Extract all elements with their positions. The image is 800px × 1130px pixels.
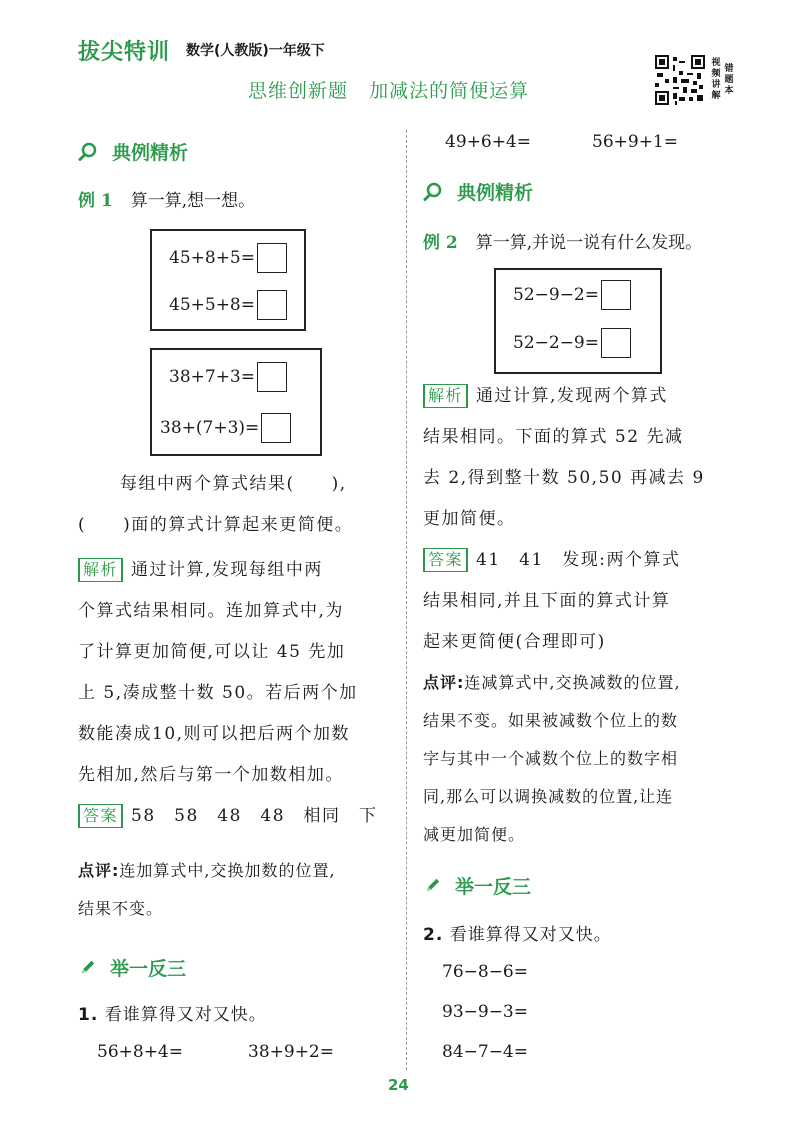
question-line: ( )面的算式计算起来更简便。 <box>78 515 354 535</box>
question-1 <box>78 1000 267 1025</box>
answer-text: 结果相同,并且下面的算式计算 <box>423 591 671 611</box>
answer-box[interactable] <box>257 243 287 273</box>
equation-text: 38+(7+3)= <box>160 418 260 438</box>
equation-row <box>169 362 287 392</box>
exercise-equation[interactable]: 56+9+1= <box>592 132 678 152</box>
comment-label: 点评: <box>78 861 120 880</box>
question-text: 看谁算得又对又快。 <box>104 1005 267 1025</box>
section-title-practice <box>78 954 186 981</box>
example-text: 算一算,想一想。 <box>130 191 256 211</box>
section-title-examples <box>423 178 533 205</box>
question-2 <box>423 920 612 945</box>
exercise-equation[interactable]: 93−9−3= <box>442 1002 528 1022</box>
qr-code-icon[interactable] <box>655 55 705 105</box>
example-1 <box>78 186 255 211</box>
exercise-equation[interactable]: 38+9+2= <box>248 1042 334 1062</box>
section-title-practice <box>423 872 531 899</box>
example-label: 例 2 <box>423 233 458 253</box>
exercise-equation[interactable]: 49+6+4= <box>445 132 531 152</box>
question-number: 1. <box>78 1005 99 1025</box>
answer-box[interactable] <box>257 362 287 392</box>
answer-tag: 答案 <box>78 804 123 828</box>
example-text: 算一算,并说一说有什么发现。 <box>475 233 703 253</box>
equation-box-2 <box>150 348 322 456</box>
comment-paragraph <box>423 664 753 854</box>
equation-text: 38+7+3= <box>169 367 255 387</box>
column-divider <box>406 130 407 1070</box>
answer-text: 起来更简便(合理即可) <box>423 632 606 652</box>
answer-box[interactable] <box>261 413 291 443</box>
pencil-icon <box>423 877 441 895</box>
answer-box[interactable] <box>601 280 631 310</box>
magnifier-icon <box>423 182 443 202</box>
comment-line: 连减算式中,交换减数的位置, <box>464 673 681 692</box>
pencil-icon <box>78 959 96 977</box>
section-title-text: 举一反三 <box>455 876 532 898</box>
analysis-line: 个算式结果相同。连加算式中,为 <box>78 601 344 621</box>
analysis-line: 通过计算,发现两个算式 <box>476 386 668 406</box>
comment-line: 结果不变。如果被减数个位上的数 <box>423 711 679 730</box>
example-2 <box>423 228 702 253</box>
equation-text: 45+8+5= <box>169 248 255 268</box>
section-title-text: 举一反三 <box>110 958 187 980</box>
brand-logo: 拔尖特训 <box>78 40 171 65</box>
answer-box[interactable] <box>601 328 631 358</box>
analysis-line: 更加简便。 <box>423 509 516 529</box>
equation-row <box>169 243 287 273</box>
question-paragraph <box>78 464 400 546</box>
analysis-tag: 解析 <box>78 558 123 582</box>
comment-line: 减更加简便。 <box>423 825 526 844</box>
equation-row <box>513 328 631 358</box>
analysis-line: 先相加,然后与第一个加数相加。 <box>78 765 344 785</box>
exercise-equation[interactable]: 84−7−4= <box>442 1042 528 1062</box>
analysis-paragraph <box>423 376 753 663</box>
equation-row <box>160 413 291 443</box>
equation-text: 52−2−9= <box>513 333 599 353</box>
magnifier-icon <box>78 142 98 162</box>
page-title: 思维创新题 加减法的简便运算 <box>248 80 530 102</box>
analysis-paragraph <box>78 550 404 837</box>
comment-line: 结果不变。 <box>78 899 164 918</box>
analysis-line: 去 2,得到整十数 50,50 再减去 9 <box>423 468 705 488</box>
section-title-text: 典例精析 <box>457 182 534 204</box>
comment-paragraph <box>78 852 404 928</box>
exercise-equation[interactable]: 56+8+4= <box>97 1042 183 1062</box>
equation-row <box>513 280 631 310</box>
answer-tag: 答案 <box>423 548 468 572</box>
equation-text: 45+5+8= <box>169 295 255 315</box>
answer-text: 58 58 48 48 相同 下 <box>131 806 378 826</box>
equation-text: 52−9−2= <box>513 285 599 305</box>
equation-row <box>169 290 287 320</box>
exercise-equation[interactable]: 76−8−6= <box>442 962 528 982</box>
question-line: 每组中两个算式结果( ), <box>120 474 347 494</box>
qr-label-errorbook: 错题本 <box>724 64 734 96</box>
equation-box-1 <box>150 229 306 331</box>
book-subject: 数学(人教版)一年级下 <box>186 43 325 59</box>
analysis-line: 上 5,凑成整十数 50。若后两个加 <box>78 683 358 703</box>
comment-line: 连加算式中,交换加数的位置, <box>119 861 336 880</box>
qr-label-video: 视频讲解 <box>711 58 721 101</box>
answer-box[interactable] <box>257 290 287 320</box>
page-number: 24 <box>388 1076 409 1094</box>
analysis-line: 通过计算,发现每组中两 <box>131 560 323 580</box>
answer-text: 41 41 发现:两个算式 <box>476 550 681 570</box>
equation-box-3 <box>494 268 662 374</box>
analysis-line: 结果相同。下面的算式 52 先减 <box>423 427 684 447</box>
analysis-tag: 解析 <box>423 384 468 408</box>
section-title-examples <box>78 138 188 165</box>
comment-label: 点评: <box>423 673 465 692</box>
question-text: 看谁算得又对又快。 <box>449 925 612 945</box>
comment-line: 同,那么可以调换减数的位置,让连 <box>423 787 674 806</box>
analysis-line: 数能凑成10,则可以把后两个加数 <box>78 724 351 744</box>
analysis-line: 了计算更加简便,可以让 45 先加 <box>78 642 346 662</box>
comment-line: 字与其中一个减数个位上的数字相 <box>423 749 679 768</box>
section-title-text: 典例精析 <box>112 142 189 164</box>
example-label: 例 1 <box>78 191 113 211</box>
question-number: 2. <box>423 925 444 945</box>
